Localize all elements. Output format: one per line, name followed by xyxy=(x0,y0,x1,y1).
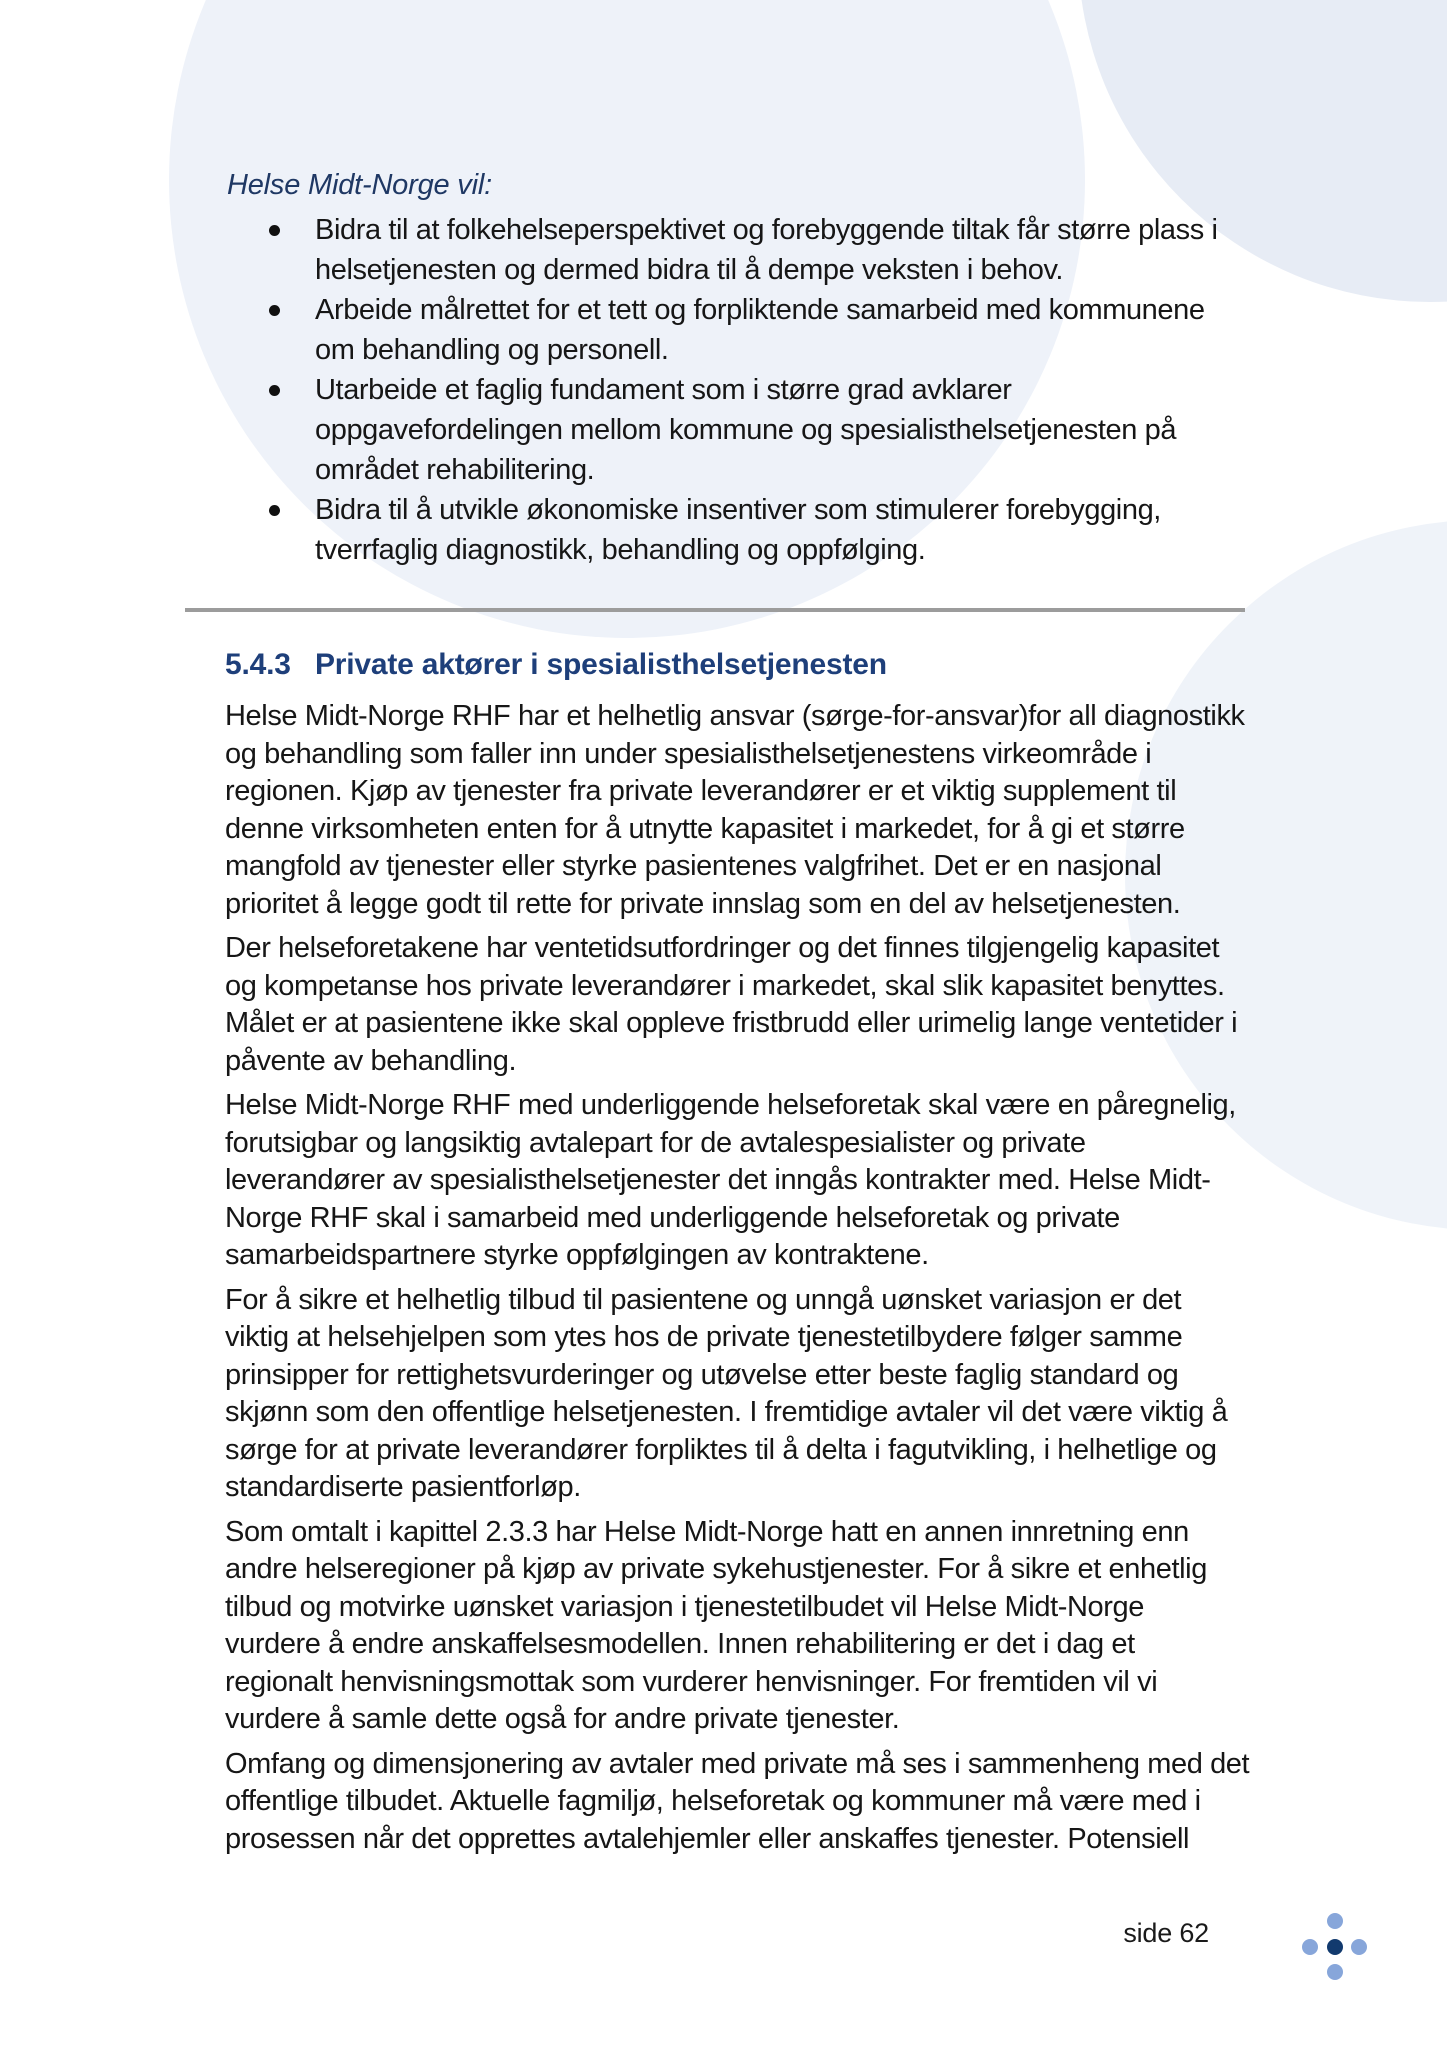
paragraph: Som omtalt i kapittel 2.3.3 har Helse Midt-Norge hatt en annen innretning enn andre helseregioner på kjøp av private sykehustjenester. For å sikre et enhetlig tilbud og motvirke uønsket variasjon i tjenestetilbudet vil Helse Midt-Norge vurdere å endre anskaffelsesmodellen. Innen rehabilitering er det i dag et regionalt henvisningsmottak som vurderer henvisninger. For fremtiden vil vi vurdere å samle dette også for andre private tjenester. xyxy=(225,1515,1207,1735)
intro-heading: Helse Midt-Norge vil: xyxy=(227,169,492,201)
logo-dot-left-icon xyxy=(1302,1939,1318,1955)
logo-dot-bottom-icon xyxy=(1327,1964,1343,1980)
logo-dot-top-icon xyxy=(1327,1913,1343,1929)
bullet-item: Utarbeide et faglig fundament som i større grad avklarer oppgavefordelingen mellom kommune og spesialisthelsetjenesten på området rehabilitering. xyxy=(227,370,1327,490)
body-paragraphs xyxy=(225,698,1435,1865)
bullet-list xyxy=(227,210,1327,570)
helse-midt-norge-logo xyxy=(1302,1914,1368,1980)
bullet-item: Bidra til at folkehelseperspektivet og forebyggende tiltak får større plass i helsetjenesten og dermed bidra til å dempe veksten i behov. xyxy=(227,210,1327,290)
paragraph: For å sikre et helhetlig tilbud til pasientene og unngå uønsket variasjon er det viktig at helsehjelpen som ytes hos de private tjenestetilbydere følger samme prinsipper for rettighetsvurderinger og utøvelse etter beste faglig standard og skjønn som den offentlige helsetjenesten. I fremtidige avtaler vil det være viktig å sørge for at private leverandører forpliktes til å delta i fagutvikling, i helhetlige og standardiserte pasientforløp. xyxy=(225,1283,1228,1503)
logo-dot-right-icon xyxy=(1351,1939,1367,1955)
paragraph: Helse Midt-Norge RHF med underliggende helseforetak skal være en påregnelig, forutsigbar og langsiktig avtalepart for de avtalespesialister og private leverandører av spesialisthelsetjenester det inngås kontrakter med. Helse Midt- Norge RHF skal i samarbeid med underliggende helseforetak og private samarbeidspartnere styrke oppfølgingen av kontraktene. xyxy=(225,1089,1236,1271)
logo-dot-center-icon xyxy=(1327,1939,1343,1955)
paragraph: Omfang og dimensjonering av avtaler med private må ses i sammenheng med det offentlige tilbudet. Aktuelle fagmiljø, helseforetak og kommuner må være med i prosessen når det opprettes avtalehjemler eller anskaffes tjenester. Potensiell xyxy=(225,1747,1250,1855)
page-number: side 62 xyxy=(1123,1918,1209,1948)
section-title: Private aktører i spesialisthelsetjenesten xyxy=(315,648,887,681)
bullet-item: Bidra til å utvikle økonomiske insentiver som stimulerer forebygging, tverrfaglig diagnostikk, behandling og oppfølging. xyxy=(227,490,1327,570)
paragraph: Helse Midt-Norge RHF har et helhetlig ansvar (sørge-for-ansvar)for all diagnostikk og behandling som faller inn under spesialisthelsetjenestens virkeområde i regionen. Kjøp av tjenester fra private leverandører er et viktig supplement til denne virksomheten enten for å utnytte kapasitet i markedet, for å gi et større mangfold av tjenester eller styrke pasientenes valgfrihet. Det er en nasjonal prioritet å legge godt til rette for private innslag som en del av helsetjenesten. xyxy=(225,700,1245,920)
section-divider xyxy=(185,608,1245,612)
section-heading xyxy=(225,648,887,682)
section-number: 5.4.3 xyxy=(225,648,291,681)
bullet-item: Arbeide målrettet for et tett og forpliktende samarbeid med kommunene om behandling og personell. xyxy=(227,290,1327,370)
paragraph: Der helseforetakene har ventetidsutfordringer og det finnes tilgjengelig kapasitet og kompetanse hos private leverandører i markedet, skal slik kapasitet benyttes. Målet er at pasientene ikke skal oppleve fristbrudd eller urimelig lange ventetider i påvente av behandling. xyxy=(225,932,1238,1077)
